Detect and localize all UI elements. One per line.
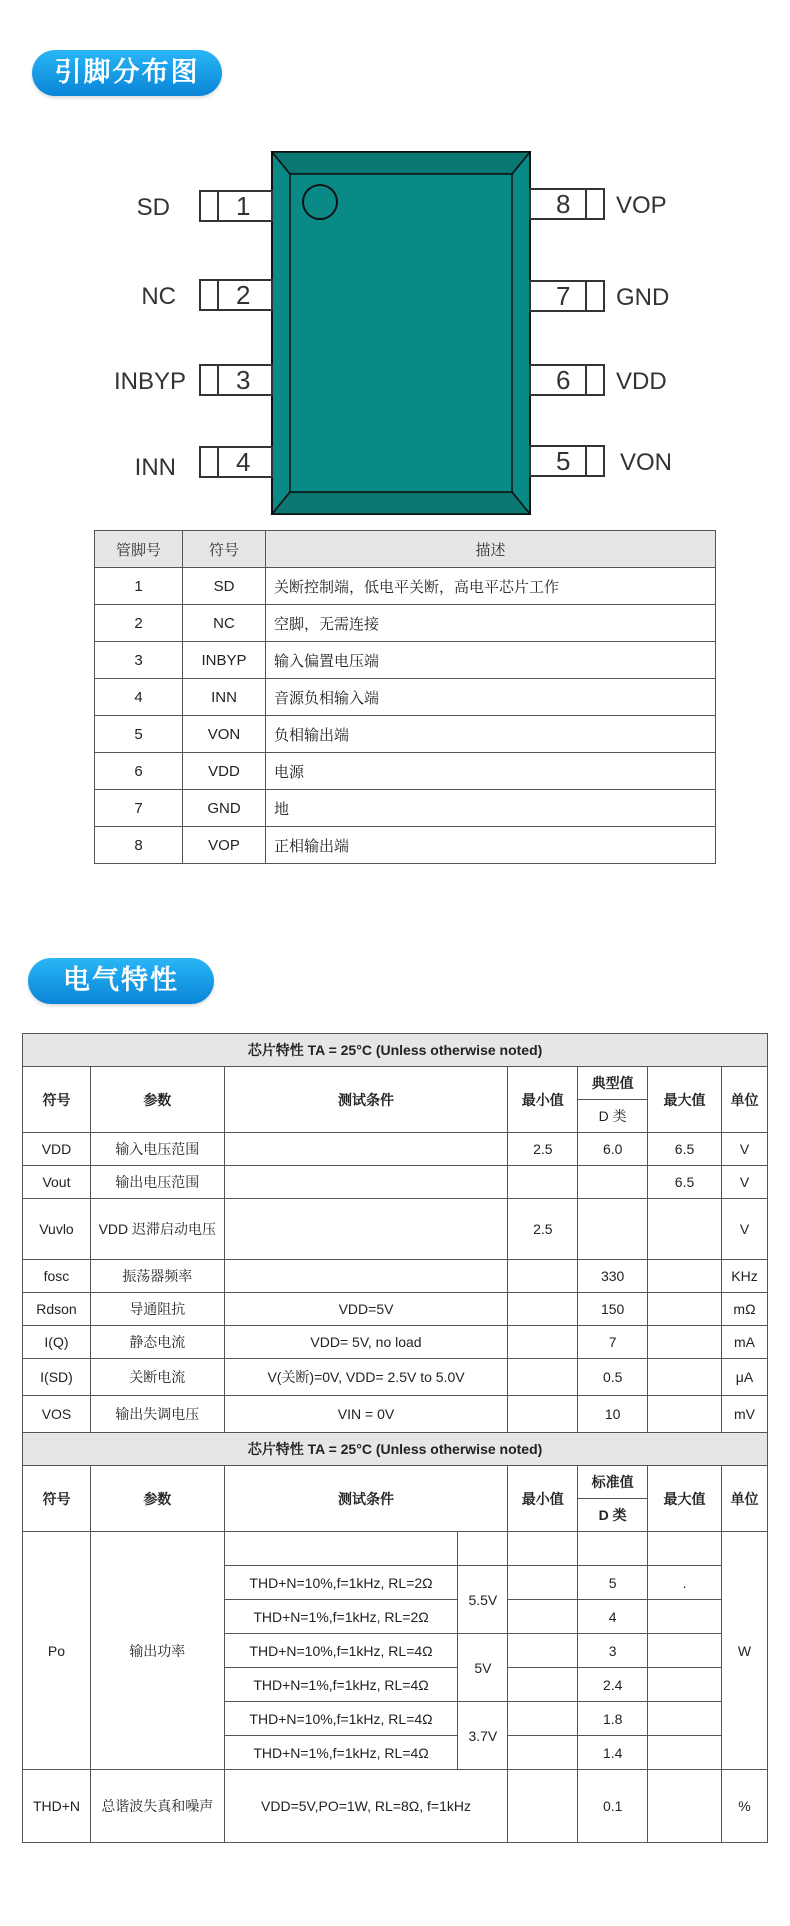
table-row <box>23 1396 768 1433</box>
header-parameter: 参数 <box>90 1466 224 1532</box>
table-row <box>23 1326 768 1359</box>
table-row <box>95 605 716 642</box>
cell-symbol: VOS <box>23 1396 91 1433</box>
table-header-row <box>23 1067 768 1100</box>
header-class-d: D 类 <box>578 1499 648 1532</box>
table-row <box>23 1166 768 1199</box>
cell-min <box>508 1166 578 1199</box>
cell-max <box>648 1326 722 1359</box>
cell-condition: THD+N=10%,f=1kHz, RL=2Ω <box>224 1566 458 1600</box>
pin-label: VDD <box>616 368 667 395</box>
cell-max <box>648 1770 722 1843</box>
pin-symbol: VON <box>183 716 266 753</box>
table-row <box>23 1133 768 1166</box>
cell-max <box>648 1359 722 1396</box>
cell-parameter: 输出功率 <box>90 1532 224 1770</box>
cell-min: 2.5 <box>508 1133 578 1166</box>
cell-condition <box>224 1133 508 1166</box>
cell-typical <box>578 1532 648 1566</box>
pin-description: 电源 <box>266 753 716 790</box>
electrical-characteristics-table <box>22 1033 768 1843</box>
pin-label: VON <box>620 449 673 476</box>
header-class-d: D 类 <box>578 1100 648 1133</box>
cell-min <box>508 1736 578 1770</box>
pin-number: 5 <box>95 716 183 753</box>
header-pin-number: 管脚号 <box>95 531 183 568</box>
cell-unit: mΩ <box>721 1293 767 1326</box>
cell-max <box>648 1702 722 1736</box>
cell-condition: V(关断)=0V, VDD= 2.5V to 5.0V <box>224 1359 508 1396</box>
cell-max: 6.5 <box>648 1133 722 1166</box>
cell-parameter: 总谐波失真和噪声 <box>90 1770 224 1843</box>
table-caption: 芯片特性 TA = 25°C (Unless otherwise noted) <box>23 1433 768 1466</box>
cell-typical: 330 <box>578 1260 648 1293</box>
header-unit: 单位 <box>721 1466 767 1532</box>
cell-condition: VDD=5V <box>224 1293 508 1326</box>
cell-typical: 1.4 <box>578 1736 648 1770</box>
pin-symbol: GND <box>183 790 266 827</box>
cell-typical: 4 <box>578 1600 648 1634</box>
cell-unit: μA <box>721 1359 767 1396</box>
left-pin-1 <box>137 191 272 221</box>
cell-typical: 0.1 <box>578 1770 648 1843</box>
table-row <box>95 753 716 790</box>
pin-label: INN <box>134 454 176 481</box>
pin-number: 6 <box>95 753 183 790</box>
cell-parameter: 导通阻抗 <box>90 1293 224 1326</box>
pin-number: 3 <box>236 365 251 395</box>
cell-unit: KHz <box>721 1260 767 1293</box>
pin-label: INBYP <box>113 368 186 395</box>
pin-number: 6 <box>556 365 571 395</box>
cell-symbol: VDD <box>23 1133 91 1166</box>
table-header-row <box>23 1466 768 1499</box>
cell-supply-voltage: 5.5V <box>458 1566 508 1634</box>
cell-min <box>508 1702 578 1736</box>
cell-max <box>648 1260 722 1293</box>
right-pin-8 <box>530 189 667 219</box>
cell-unit: V <box>721 1166 767 1199</box>
cell-max <box>648 1396 722 1433</box>
pin-description: 输入偏置电压端 <box>266 642 716 679</box>
cell-typical: 10 <box>578 1396 648 1433</box>
cell-symbol: I(SD) <box>23 1359 91 1396</box>
header-symbol: 符号 <box>23 1067 91 1133</box>
cell-condition <box>224 1260 508 1293</box>
cell-unit: mA <box>721 1326 767 1359</box>
pin-number: 8 <box>556 189 571 219</box>
header-test-condition: 测试条件 <box>224 1466 508 1532</box>
cell-max <box>648 1600 722 1634</box>
cell-typical: 2.4 <box>578 1668 648 1702</box>
header-standard: 标准值 <box>578 1466 648 1499</box>
cell-typical: 150 <box>578 1293 648 1326</box>
pin-number: 1 <box>236 191 251 221</box>
header-max: 最大值 <box>648 1466 722 1532</box>
table-row <box>23 1532 768 1566</box>
chip-pinout-diagram <box>0 140 790 520</box>
cell-typical: 7 <box>578 1326 648 1359</box>
pin-symbol: VOP <box>183 827 266 864</box>
cell-min <box>508 1260 578 1293</box>
table-row <box>95 568 716 605</box>
cell-condition: THD+N=10%,f=1kHz, RL=4Ω <box>224 1702 458 1736</box>
cell-symbol: Vuvlo <box>23 1199 91 1260</box>
cell-condition: THD+N=10%,f=1kHz, RL=4Ω <box>224 1634 458 1668</box>
cell-min <box>508 1668 578 1702</box>
header-max: 最大值 <box>648 1067 722 1133</box>
header-typical: 典型值 <box>578 1067 648 1100</box>
cell-min <box>508 1532 578 1566</box>
cell-condition: THD+N=1%,f=1kHz, RL=4Ω <box>224 1736 458 1770</box>
cell-symbol: THD+N <box>23 1770 91 1843</box>
cell-parameter: 振荡器频率 <box>90 1260 224 1293</box>
cell-voltage-empty <box>458 1532 508 1566</box>
cell-unit: V <box>721 1133 767 1166</box>
pin-description: 关断控制端，低电平关断，高电平芯片工作 <box>266 568 716 605</box>
cell-condition <box>224 1199 508 1260</box>
table-row <box>23 1770 768 1843</box>
cell-min: 2.5 <box>508 1199 578 1260</box>
pin-description: 正相输出端 <box>266 827 716 864</box>
cell-unit: W <box>721 1532 767 1770</box>
cell-condition: THD+N=1%,f=1kHz, RL=2Ω <box>224 1600 458 1634</box>
pin-number: 2 <box>236 280 251 310</box>
cell-condition <box>224 1166 508 1199</box>
cell-unit: V <box>721 1199 767 1260</box>
table-row <box>95 827 716 864</box>
table-caption-row <box>23 1034 768 1067</box>
header-test-condition: 测试条件 <box>224 1067 508 1133</box>
cell-min <box>508 1770 578 1843</box>
cell-min <box>508 1396 578 1433</box>
table-header-row <box>95 531 716 568</box>
table-row <box>95 679 716 716</box>
cell-typical <box>578 1166 648 1199</box>
pin-number: 1 <box>95 568 183 605</box>
cell-max <box>648 1668 722 1702</box>
cell-condition: VIN = 0V <box>224 1396 508 1433</box>
cell-max: . <box>648 1566 722 1600</box>
table-row <box>95 716 716 753</box>
pin-number: 7 <box>95 790 183 827</box>
cell-max <box>648 1532 722 1566</box>
left-pin-4 <box>135 447 272 481</box>
cell-max <box>648 1199 722 1260</box>
cell-min <box>508 1326 578 1359</box>
header-parameter: 参数 <box>90 1067 224 1133</box>
table-row <box>95 642 716 679</box>
pin-number: 5 <box>556 446 571 476</box>
table-row <box>23 1199 768 1260</box>
pin-symbol: NC <box>183 605 266 642</box>
cell-unit: % <box>721 1770 767 1843</box>
pin-description-table <box>94 530 716 864</box>
cell-parameter: 关断电流 <box>90 1359 224 1396</box>
pin-symbol: INBYP <box>183 642 266 679</box>
cell-symbol: fosc <box>23 1260 91 1293</box>
cell-symbol: Rdson <box>23 1293 91 1326</box>
pin-symbol: INN <box>183 679 266 716</box>
section-title-electrical: 电气特性 <box>28 958 214 1004</box>
cell-parameter: 静态电流 <box>90 1326 224 1359</box>
cell-min <box>508 1634 578 1668</box>
pin-description: 地 <box>266 790 716 827</box>
cell-unit: mV <box>721 1396 767 1433</box>
pin-description: 负相输出端 <box>266 716 716 753</box>
table-row <box>23 1359 768 1396</box>
right-pin-5 <box>530 446 672 476</box>
cell-condition: VDD= 5V, no load <box>224 1326 508 1359</box>
pin-description: 空脚，无需连接 <box>266 605 716 642</box>
pin-label: GND <box>616 284 670 311</box>
cell-max: 6.5 <box>648 1166 722 1199</box>
pin-description: 音源负相输入端 <box>266 679 716 716</box>
header-symbol: 符号 <box>23 1466 91 1532</box>
cell-supply-voltage: 3.7V <box>458 1702 508 1770</box>
pin-number: 2 <box>95 605 183 642</box>
header-unit: 单位 <box>721 1067 767 1133</box>
cell-condition: THD+N=1%,f=1kHz, RL=4Ω <box>224 1668 458 1702</box>
table-caption: 芯片特性 TA = 25°C (Unless otherwise noted) <box>23 1034 768 1067</box>
cell-typical: 6.0 <box>578 1133 648 1166</box>
cell-typical: 3 <box>578 1634 648 1668</box>
cell-min <box>508 1359 578 1396</box>
cell-max <box>648 1736 722 1770</box>
cell-condition: VDD=5V,PO=1W, RL=8Ω, f=1kHz <box>224 1770 508 1843</box>
header-min: 最小值 <box>508 1067 578 1133</box>
table-caption-row <box>23 1433 768 1466</box>
left-pin-3 <box>114 365 272 395</box>
cell-symbol: I(Q) <box>23 1326 91 1359</box>
chip-body <box>272 152 530 514</box>
right-pin-6 <box>530 365 667 395</box>
table-row <box>95 790 716 827</box>
table-row <box>23 1260 768 1293</box>
cell-typical: 1.8 <box>578 1702 648 1736</box>
pin-number: 7 <box>556 281 571 311</box>
cell-min <box>508 1566 578 1600</box>
section-title-pinout: 引脚分布图 <box>32 50 222 96</box>
header-min: 最小值 <box>508 1466 578 1532</box>
cell-parameter: 输出电压范围 <box>90 1166 224 1199</box>
cell-parameter: 输出失调电压 <box>90 1396 224 1433</box>
pin-number: 4 <box>95 679 183 716</box>
cell-typical: 5 <box>578 1566 648 1600</box>
header-description: 描述 <box>266 531 716 568</box>
pin-label: SD <box>136 194 170 221</box>
pin-symbol: VDD <box>183 753 266 790</box>
header-symbol: 符号 <box>183 531 266 568</box>
right-pin-7 <box>530 281 669 311</box>
cell-supply-voltage: 5V <box>458 1634 508 1702</box>
cell-parameter: 输入电压范围 <box>90 1133 224 1166</box>
cell-parameter: VDD 迟滞启动电压 <box>90 1199 224 1260</box>
cell-symbol: Vout <box>23 1166 91 1199</box>
table-row <box>23 1293 768 1326</box>
cell-min <box>508 1293 578 1326</box>
cell-max <box>648 1293 722 1326</box>
cell-typical: 0.5 <box>578 1359 648 1396</box>
pin-label: NC <box>141 283 176 310</box>
cell-min <box>508 1600 578 1634</box>
pin-label: VOP <box>616 192 667 219</box>
cell-symbol: Po <box>23 1532 91 1770</box>
cell-max <box>648 1634 722 1668</box>
left-pin-2 <box>141 280 272 310</box>
cell-condition-empty <box>224 1532 458 1566</box>
pin-number: 3 <box>95 642 183 679</box>
pin-symbol: SD <box>183 568 266 605</box>
pin-number: 8 <box>95 827 183 864</box>
pin-number: 4 <box>236 447 251 477</box>
cell-typical <box>578 1199 648 1260</box>
